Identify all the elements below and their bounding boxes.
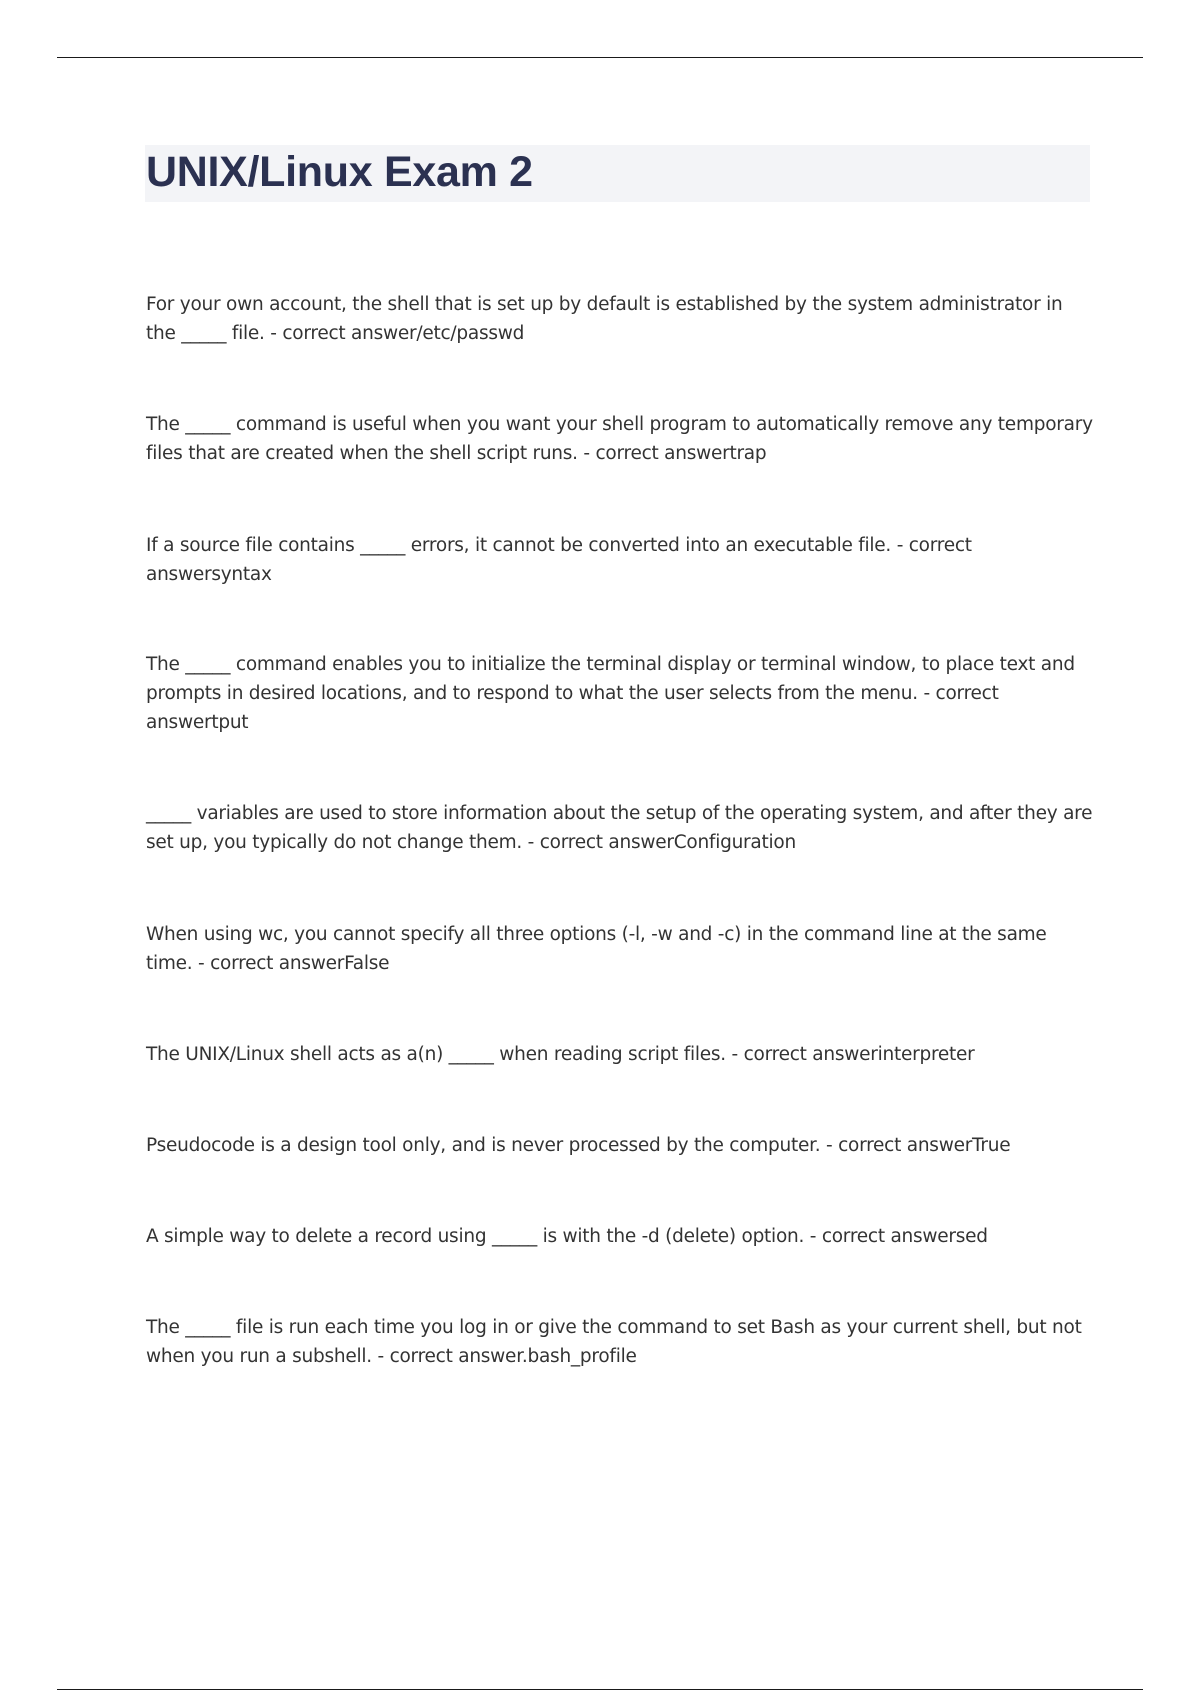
question-item-3: If a source file contains _____ errors, it cannot be converted into an executable file. - correct answersyntax	[146, 535, 972, 585]
question-item-2: The _____ command is useful when you want your shell program to automatically remove any temporary files that are created when the shell script runs. - correct answertrap	[146, 414, 1093, 464]
question-item-4: The _____ command enables you to initialize the terminal display or terminal window, to place text and prompts in desired locations, and to respond to what the user selects from the menu. - correct answertput	[146, 654, 1075, 733]
question-item-7: The UNIX/Linux shell acts as a(n) _____ when reading script files. - correct answerinterpreter	[146, 1044, 975, 1065]
question-item-5: _____ variables are used to store information about the setup of the operating system, and after they are set up, you typically do not change them. - correct answerConfiguration	[146, 803, 1093, 853]
question-item-8: Pseudocode is a design tool only, and is never processed by the computer. - correct answerTrue	[146, 1135, 1011, 1156]
bottom-rule	[57, 1689, 1143, 1690]
question-item-10: The _____ file is run each time you log in or give the command to set Bash as your current shell, but not when you run a subshell. - correct answer.bash_profile	[146, 1317, 1082, 1367]
question-item-9: A simple way to delete a record using _____ is with the -d (delete) option. - correct answersed	[146, 1226, 988, 1247]
top-rule	[57, 57, 1143, 58]
question-item-6: When using wc, you cannot specify all three options (-l, -w and -c) in the command line at the same time. - correct answerFalse	[146, 924, 1047, 974]
page-title: UNIX/Linux Exam 2	[146, 148, 533, 196]
question-item-1: For your own account, the shell that is set up by default is established by the system administrator in the _____ file. - correct answer/etc/passwd	[146, 294, 1063, 344]
